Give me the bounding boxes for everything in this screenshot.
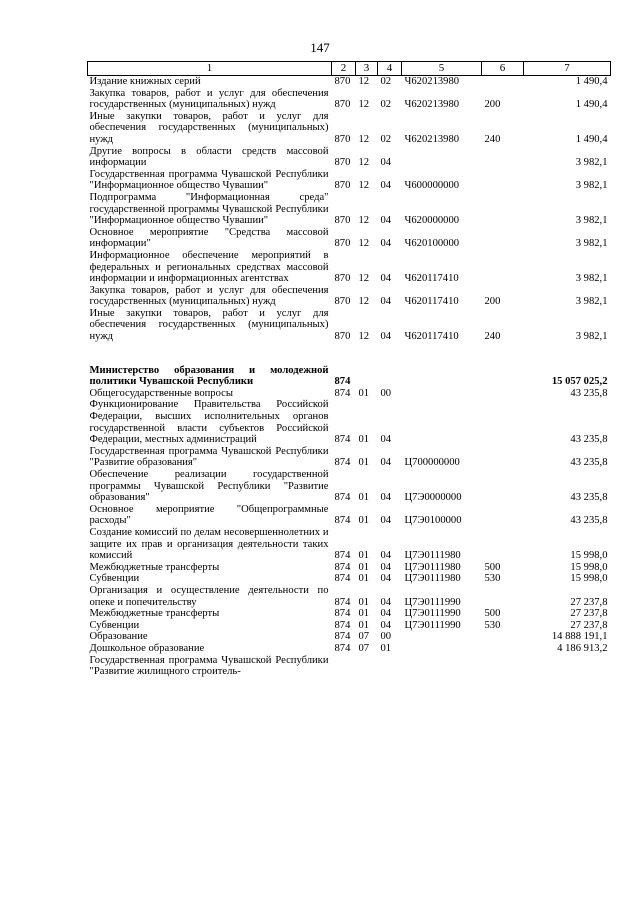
row-section: 12 <box>358 273 370 285</box>
table-row <box>88 562 611 574</box>
row-amount: 3 982,1 <box>575 180 608 192</box>
row-name: Обеспечение реализации государственной программы Чувашской Республики "Развитие образования" <box>89 469 329 504</box>
row-name: Министерство образования и молодежной политики Чувашской Республики <box>89 364 329 388</box>
row-subsection: 00 <box>380 387 392 399</box>
row-amount: 3 982,1 <box>575 157 608 169</box>
row-target-article <box>402 655 482 678</box>
table-row <box>88 504 611 527</box>
row-subsection: 04 <box>380 573 392 585</box>
row-section: 01 <box>358 573 370 585</box>
budget-table <box>87 61 611 678</box>
row-name: Основное мероприятие "Общепрограммные расходы" <box>89 503 329 527</box>
row-ministry-code: 870 <box>334 76 351 87</box>
row-amount: 27 237,8 <box>570 619 608 631</box>
row-ministry-code: 870 <box>334 99 351 111</box>
row-subsection: 04 <box>380 238 392 250</box>
row-section: 07 <box>358 642 370 654</box>
row-section: 12 <box>358 331 370 343</box>
table-row <box>88 76 611 88</box>
row-expense-type <box>482 192 524 227</box>
row-name: Образование <box>89 631 148 643</box>
table-row <box>88 111 611 146</box>
row-ministry-code <box>332 655 356 678</box>
row-expense-type <box>482 250 524 285</box>
row-subsection: 04 <box>380 157 392 169</box>
row-expense-type: 200 <box>484 99 501 111</box>
row-ministry-code: 874 <box>334 608 351 620</box>
row-subsection: 02 <box>380 76 392 87</box>
row-ministry-code: 874 <box>334 573 351 585</box>
row-expense-type: 500 <box>484 561 501 573</box>
row-amount: 43 235,8 <box>570 434 608 446</box>
row-ministry-code: 870 <box>334 296 351 308</box>
row-amount <box>524 655 611 678</box>
table-row <box>88 655 611 678</box>
row-amount: 27 237,8 <box>570 608 608 620</box>
row-name: Закупка товаров, работ и услуг для обеспечения государственных (муниципальных) нужд <box>89 284 329 308</box>
header-col-6: 6 <box>482 62 524 76</box>
row-target-article <box>402 643 482 655</box>
row-ministry-code: 874 <box>334 457 351 469</box>
row-amount: 3 982,1 <box>575 273 608 285</box>
row-target-article <box>402 365 482 388</box>
spacer-row <box>88 343 611 365</box>
row-target-article: Ц7Э0111980 <box>404 561 461 573</box>
row-section: 12 <box>358 133 370 145</box>
row-target-article: Ц700000000 <box>404 457 460 469</box>
row-ministry-code: 874 <box>334 515 351 527</box>
row-name: Общегосударственные вопросы <box>89 387 233 399</box>
row-amount: 27 237,8 <box>570 596 608 608</box>
row-target-article <box>402 399 482 445</box>
row-ministry-code: 874 <box>334 631 351 643</box>
table-row <box>88 146 611 169</box>
row-section: 01 <box>358 608 370 620</box>
header-col-3: 3 <box>356 62 378 76</box>
row-name: Подпрограмма "Информационная среда" государственной программы Чувашской Республики "Информационное общество Чувашии" <box>89 191 329 227</box>
table-row <box>88 608 611 620</box>
row-expense-type <box>482 631 524 643</box>
row-target-article <box>402 631 482 643</box>
header-col-4: 4 <box>378 62 402 76</box>
table-row <box>88 285 611 308</box>
row-target-article: Ч620100000 <box>404 238 460 250</box>
row-ministry-code: 874 <box>334 434 351 446</box>
row-expense-type <box>482 446 524 469</box>
row-ministry-code: 874 <box>334 619 351 631</box>
row-target-article: Ч620117410 <box>404 331 459 343</box>
row-name: Организация и осуществление деятельности по опеке и попечительству <box>89 584 329 608</box>
row-section: 01 <box>358 387 370 399</box>
row-ministry-code: 874 <box>334 376 351 388</box>
table-row <box>88 631 611 643</box>
header-col-1: 1 <box>88 62 332 76</box>
row-target-article: Ц7Э0111990 <box>404 619 461 631</box>
row-expense-type <box>482 585 524 608</box>
table-row <box>88 227 611 250</box>
row-section: 01 <box>358 619 370 631</box>
row-subsection: 04 <box>380 331 392 343</box>
row-subsection: 04 <box>380 434 392 446</box>
row-subsection: 02 <box>380 99 392 111</box>
row-expense-type <box>482 365 524 388</box>
header-col-2: 2 <box>332 62 356 76</box>
row-subsection: 04 <box>380 296 392 308</box>
row-name: Государственная программа Чувашской Республики "Развитие образования" <box>89 445 329 469</box>
row-ministry-code: 870 <box>334 180 351 192</box>
row-amount: 43 235,8 <box>570 515 608 527</box>
row-name: Государственная программа Чувашской Республики "Развитие жилищного строитель- <box>89 654 329 678</box>
table-row <box>88 527 611 562</box>
row-target-article: Ц7Э0111990 <box>404 596 461 608</box>
row-target-article: Ц7Э0111980 <box>404 573 461 585</box>
row-amount: 3 982,1 <box>575 238 608 250</box>
row-ministry-code: 870 <box>334 215 351 227</box>
row-expense-type <box>482 388 524 400</box>
row-section: 01 <box>358 457 370 469</box>
row-name: Субвенции <box>89 619 140 631</box>
row-amount: 1 490,4 <box>575 99 608 111</box>
row-section: 01 <box>358 550 370 562</box>
row-expense-type <box>482 655 524 678</box>
row-amount: 15 998,0 <box>570 550 608 562</box>
row-name: Субвенции <box>89 573 140 585</box>
row-subsection: 04 <box>380 180 392 192</box>
row-amount: 1 490,4 <box>575 76 608 87</box>
table-row <box>88 169 611 192</box>
row-section: 07 <box>358 631 370 643</box>
row-subsection: 04 <box>380 561 392 573</box>
row-amount: 1 490,4 <box>575 133 608 145</box>
row-amount: 3 982,1 <box>575 331 608 343</box>
row-target-article <box>402 388 482 400</box>
table-row <box>88 585 611 608</box>
row-name: Межбюджетные трансферты <box>89 608 220 620</box>
row-expense-type <box>482 399 524 445</box>
row-subsection: 04 <box>380 215 392 227</box>
row-section: 12 <box>358 76 370 87</box>
row-ministry-code: 874 <box>334 561 351 573</box>
row-section: 01 <box>358 515 370 527</box>
row-section <box>356 365 378 388</box>
row-expense-type: 240 <box>484 331 501 343</box>
row-name: Функционирование Правительства Российской Федерации, высших исполнительных органов государственной власти субъектов Российской Федерации, местных администраций <box>89 399 329 446</box>
row-amount: 15 998,0 <box>570 561 608 573</box>
row-subsection: 04 <box>380 492 392 504</box>
table-row <box>88 469 611 504</box>
row-amount: 4 186 913,2 <box>557 642 608 654</box>
header-col-7: 7 <box>524 62 611 76</box>
row-section: 12 <box>358 296 370 308</box>
row-section: 12 <box>358 99 370 111</box>
row-amount: 15 998,0 <box>570 573 608 585</box>
table-row <box>88 192 611 227</box>
row-ministry-code: 874 <box>334 492 351 504</box>
row-ministry-code: 870 <box>334 157 351 169</box>
row-amount: 43 235,8 <box>570 457 608 469</box>
table-row <box>88 643 611 655</box>
table-row <box>88 88 611 111</box>
row-target-article: Ч620213980 <box>404 76 460 87</box>
row-target-article <box>402 146 482 169</box>
table-row <box>88 620 611 632</box>
row-name: Информационное обеспечение мероприятий в федеральных и региональных средствах массовой информации и информационных агентствах <box>89 249 329 285</box>
row-name: Основное мероприятие "Средства массовой информации" <box>89 226 329 250</box>
row-name: Межбюджетные трансферты <box>89 561 220 573</box>
row-section: 12 <box>358 157 370 169</box>
row-subsection <box>378 655 402 678</box>
table-row <box>88 446 611 469</box>
row-ministry-code: 870 <box>334 331 351 343</box>
row-subsection: 00 <box>380 631 392 643</box>
row-expense-type <box>482 76 524 88</box>
row-amount: 43 235,8 <box>570 492 608 504</box>
row-ministry-code: 874 <box>334 596 351 608</box>
row-ministry-code: 874 <box>334 642 351 654</box>
row-amount: 15 057 025,2 <box>551 376 608 388</box>
row-expense-type <box>482 227 524 250</box>
row-amount: 14 888 191,1 <box>551 631 608 643</box>
row-section: 01 <box>358 596 370 608</box>
table-row <box>88 388 611 400</box>
table-row <box>88 250 611 285</box>
page-number: 147 <box>310 40 330 55</box>
row-subsection: 02 <box>380 133 392 145</box>
row-amount: 3 982,1 <box>575 215 608 227</box>
row-target-article: Ч620117410 <box>404 296 459 308</box>
row-subsection: 04 <box>380 273 392 285</box>
table-row <box>88 399 611 445</box>
row-expense-type <box>482 146 524 169</box>
row-section: 12 <box>358 180 370 192</box>
row-section: 12 <box>358 215 370 227</box>
row-expense-type <box>482 527 524 562</box>
row-expense-type <box>482 504 524 527</box>
row-amount: 3 982,1 <box>575 296 608 308</box>
row-subsection: 04 <box>380 619 392 631</box>
row-name: Государственная программа Чувашской Республики "Информационное общество Чувашии" <box>89 168 329 192</box>
table-row <box>88 573 611 585</box>
row-subsection <box>378 365 402 388</box>
row-target-article: Ч620117410 <box>404 273 459 285</box>
row-name: Иные закупки товаров, работ и услуг для обеспечения государственных (муниципальных) нужд <box>89 110 329 145</box>
row-subsection: 04 <box>380 550 392 562</box>
row-expense-type <box>482 469 524 504</box>
row-name: Дошкольное образование <box>89 642 205 654</box>
row-target-article: Ч600000000 <box>404 180 460 192</box>
row-subsection: 04 <box>380 515 392 527</box>
row-expense-type: 500 <box>484 608 501 620</box>
row-expense-type <box>482 169 524 192</box>
row-subsection: 01 <box>380 642 392 654</box>
row-expense-type: 530 <box>484 619 501 631</box>
row-amount: 43 235,8 <box>570 387 608 399</box>
header-col-5: 5 <box>402 62 482 76</box>
row-target-article: Ч620213980 <box>404 99 460 111</box>
row-target-article: Ц7Э0111990 <box>404 608 461 620</box>
row-section: 01 <box>358 561 370 573</box>
row-subsection: 04 <box>380 457 392 469</box>
row-expense-type <box>482 643 524 655</box>
row-ministry-code: 874 <box>334 550 351 562</box>
row-ministry-code: 870 <box>334 133 351 145</box>
row-subsection: 04 <box>380 596 392 608</box>
table-row <box>88 365 611 388</box>
table-row <box>88 308 611 343</box>
row-ministry-code: 870 <box>334 238 351 250</box>
row-name: Другие вопросы в области средств массовой информации <box>89 145 329 169</box>
row-target-article: Ц7Э0000000 <box>404 492 462 504</box>
row-target-article: Ч620213980 <box>404 133 460 145</box>
row-target-article: Ц7Э0100000 <box>404 515 462 527</box>
row-ministry-code: 870 <box>334 273 351 285</box>
row-section <box>356 655 378 678</box>
row-ministry-code: 874 <box>334 387 351 399</box>
row-name: Закупка товаров, работ и услуг для обеспечения государственных (муниципальных) нужд <box>89 87 329 111</box>
row-expense-type: 200 <box>484 296 501 308</box>
row-section: 12 <box>358 238 370 250</box>
row-section: 01 <box>358 434 370 446</box>
header-row <box>88 62 611 76</box>
row-target-article: Ч620000000 <box>404 215 460 227</box>
row-section: 01 <box>358 492 370 504</box>
row-name: Создание комиссий по делам несовершеннолетних и защите их прав и организация деятельности таких комиссий <box>89 526 329 562</box>
row-name: Издание книжных серий <box>89 76 201 87</box>
row-expense-type: 240 <box>484 133 501 145</box>
row-target-article: Ц7Э0111980 <box>404 550 461 562</box>
row-subsection: 04 <box>380 608 392 620</box>
row-expense-type: 530 <box>484 573 501 585</box>
row-name: Иные закупки товаров, работ и услуг для обеспечения государственных (муниципальных) нужд <box>89 307 329 343</box>
